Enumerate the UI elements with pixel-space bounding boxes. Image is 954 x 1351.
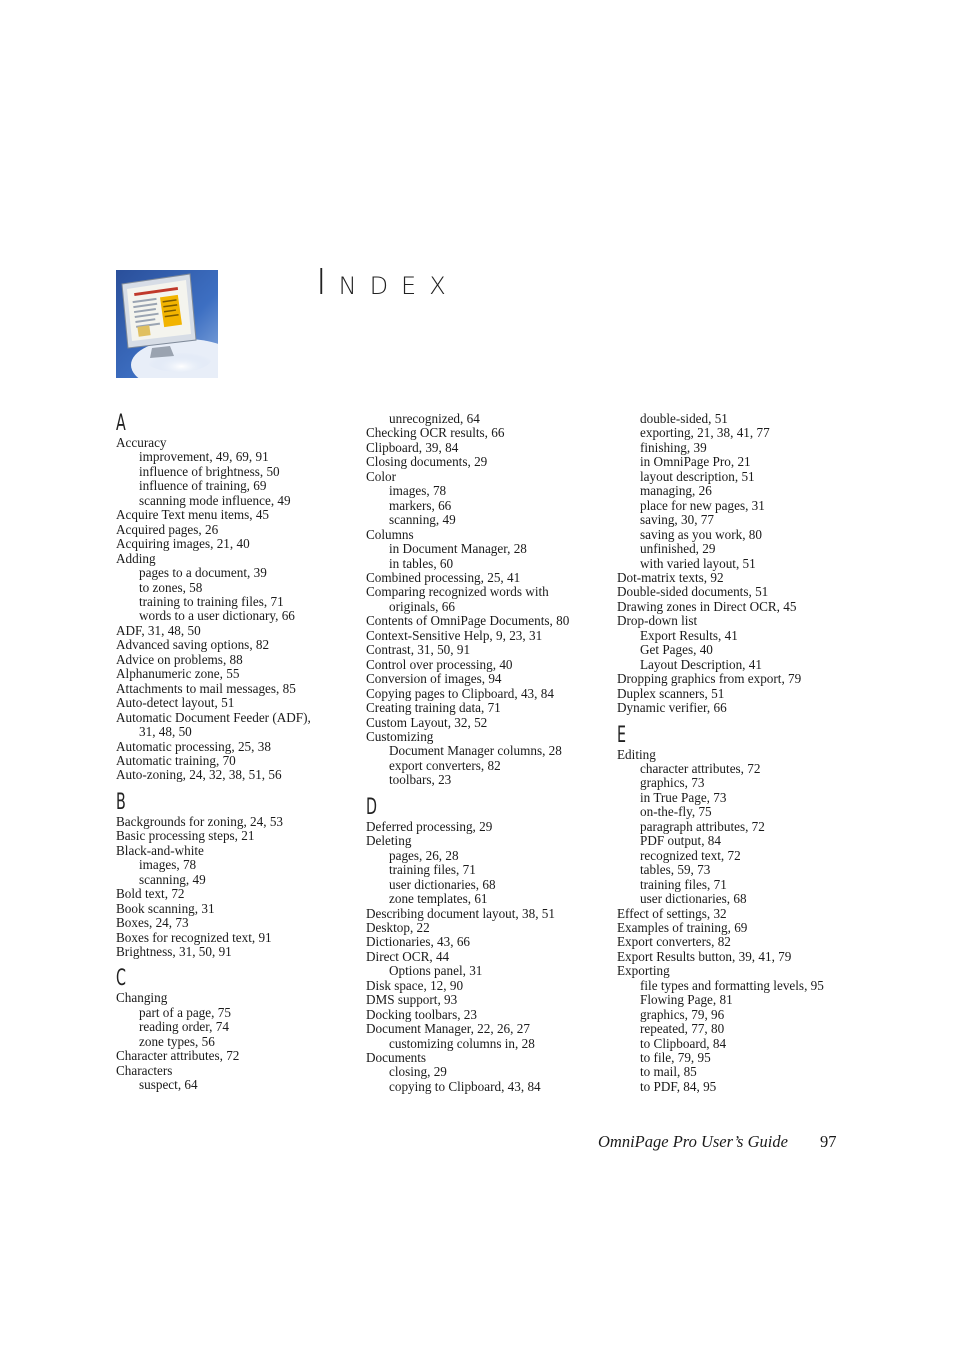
index-subentry: recognized text, 72 [640,847,741,863]
index-entry: Auto-zoning, 24, 32, 38, 51, 56 [116,767,282,783]
footer-guide-title: OmniPage Pro User’s Guide [598,1132,788,1151]
index-subentry: user dictionaries, 68 [640,891,747,907]
index-entry: Contents of OmniPage Documents, 80 [366,613,570,629]
index-subentry: zone templates, 61 [389,891,488,907]
index-subentry: Get Pages, 40 [640,642,713,658]
index-subentry: training files, 71 [640,876,727,892]
index-entry: Backgrounds for zoning, 24, 53 [116,813,284,829]
index-subentry: graphics, 73 [640,775,705,791]
index-entry: Editing [617,746,656,762]
index-entry: Documents [366,1050,427,1066]
page-title-rest: NDEX [338,272,459,300]
index-subentry: to file, 79, 95 [640,1050,711,1066]
index-entry: Acquired pages, 26 [116,521,219,537]
index-subentry: markers, 66 [389,497,452,513]
page-title-initial: I [316,262,327,303]
index-entry: Columns [366,526,414,542]
index-entry: Exporting [617,963,670,979]
index-entry: Drawing zones in Direct OCR, 45 [617,598,797,614]
index-subentry: pages to a document, 39 [139,565,267,581]
index-entry: Auto-detect layout, 51 [116,695,235,711]
index-column-2 [366,412,606,1094]
index-section-letter: A [116,411,126,436]
index-entry: Characters [116,1062,173,1078]
index-entry: ADF, 31, 48, 50 [116,622,201,638]
index-entry: Conversion of images, 94 [366,671,502,687]
index-entry: Describing document layout, 38, 51 [366,905,555,921]
index-subentry: scanning, 49 [389,512,456,528]
index-entry: Book scanning, 31 [116,900,215,916]
index-entry: Advanced saving options, 82 [116,637,270,653]
index-entry: Export Results button, 39, 41, 79 [617,948,792,964]
index-subentry: managing, 26 [640,483,712,499]
index-entry: Attachments to mail messages, 85 [116,680,296,696]
index-entry: Checking OCR results, 66 [366,425,505,441]
index-subentry: copying to Clipboard, 43, 84 [389,1078,541,1094]
index-subentry: graphics, 79, 96 [640,1006,725,1022]
index-subentry: Layout Description, 41 [640,656,762,672]
index-entry: Closing documents, 29 [366,454,488,470]
index-subentry: in tables, 60 [389,555,454,571]
index-entry: Basic processing steps, 21 [116,828,255,844]
index-subentry: exporting, 21, 38, 41, 77 [640,425,770,441]
index-entry: Alphanumeric zone, 55 [116,666,240,682]
index-entry: Custom Layout, 32, 52 [366,714,488,730]
index-subentry: paragraph attributes, 72 [640,818,765,834]
index-entry: Effect of settings, 32 [617,905,727,921]
index-entry: Creating training data, 71 [366,700,501,716]
index-entry: Direct OCR, 44 [366,948,450,964]
index-entry: Copying pages to Clipboard, 43, 84 [366,685,554,701]
index-subentry: closing, 29 [389,1064,447,1080]
index-entry: Brightness, 31, 50, 91 [116,943,232,959]
page-title [316,262,459,303]
index-entry: Combined processing, 25, 41 [366,569,521,585]
index-entry: Control over processing, 40 [366,656,513,672]
index-section-letter: D [366,794,377,820]
index-entry: Double-sided documents, 51 [617,584,769,600]
index-subentry: improvement, 49, 69, 91 [139,449,269,465]
index-subentry: PDF output, 84 [640,833,721,849]
index-entry: Acquire Text menu items, 45 [116,507,270,523]
index-subentry: to PDF, 84, 95 [640,1078,717,1094]
index-subentry: place for new pages, 31 [640,497,765,513]
index-entry: Clipboard, 39, 84 [366,439,459,455]
index-entry: Color [366,468,397,484]
index-section-letter: E [617,722,627,748]
index-section-letter: C [116,966,126,992]
index-entry: Changing [116,990,168,1006]
index-subentry: influence of brightness, 50 [139,463,280,479]
index-subentry: reading order, 74 [139,1019,229,1035]
index-entry: Automatic training, 70 [116,752,236,768]
index-subentry: character attributes, 72 [640,760,761,776]
index-subentry: Options panel, 31 [389,963,483,979]
index-subentry: in Document Manager, 28 [389,541,527,557]
index-subentry: images, 78 [139,857,197,873]
index-subentry: toolbars, 23 [389,772,452,788]
index-subentry: scanning, 49 [139,871,206,887]
index-entry: Advice on problems, 88 [116,651,243,667]
index-entry: Customizing [366,728,434,744]
index-subentry: to mail, 85 [640,1064,697,1080]
index-entry-continuation: originals, 66 [389,598,455,614]
index-subentry: pages, 26, 28 [389,847,459,863]
index-entry: Export converters, 82 [617,934,731,950]
index-entry: Bold text, 72 [116,886,185,902]
index-subentry: Export Results, 41 [640,627,738,643]
index-subentry: on-the-fly, 75 [640,804,712,820]
index-subentry: finishing, 39 [640,439,707,455]
monitor-document-icon [116,270,218,378]
index-subentry: export converters, 82 [389,757,501,773]
index-subentry: images, 78 [389,483,447,499]
index-entry: Boxes, 24, 73 [116,915,189,931]
index-subentry: words to a user dictionary, 66 [139,608,295,624]
index-column-3 [617,412,857,1094]
index-entry: Examples of training, 69 [617,919,748,935]
index-entry: Automatic Document Feeder (ADF), [116,709,311,725]
index-subentry: repeated, 77, 80 [640,1021,725,1037]
index-entry: Docking toolbars, 23 [366,1006,477,1022]
index-entry: Drop-down list [617,613,698,629]
index-subentry: to zones, 58 [139,579,203,595]
index-subentry: suspect, 64 [139,1077,198,1093]
index-entry: Dot-matrix texts, 92 [617,569,724,585]
index-entry: Black-and-white [116,842,204,858]
index-subentry: training files, 71 [389,862,476,878]
index-entry: Dropping graphics from export, 79 [617,671,802,687]
index-entry-continuation: 31, 48, 50 [139,724,192,740]
index-entry: Context-Sensitive Help, 9, 23, 31 [366,627,543,643]
index-header-illustration [116,270,218,378]
index-subentry: with varied layout, 51 [640,555,756,571]
index-subentry: tables, 59, 73 [640,862,711,878]
index-subentry: double-sided, 51 [640,411,728,426]
index-entry: Deferred processing, 29 [366,818,493,834]
index-entry: Contrast, 31, 50, 91 [366,642,471,658]
index-entry: Automatic processing, 25, 38 [116,738,271,754]
index-entry: Dictionaries, 43, 66 [366,934,471,950]
index-entry: Adding [116,550,156,566]
index-subentry: in OmniPage Pro, 21 [640,454,751,470]
index-entry: Acquiring images, 21, 40 [116,536,250,552]
index-subentry: Flowing Page, 81 [640,992,733,1008]
index-subentry: unrecognized, 64 [389,411,480,426]
index-subentry: to Clipboard, 84 [640,1035,727,1051]
index-subentry: zone types, 56 [139,1033,215,1049]
index-entry: Disk space, 12, 90 [366,977,464,993]
index-subentry: unfinished, 29 [640,541,716,557]
index-subentry: layout description, 51 [640,468,755,484]
index-section-letter: B [116,789,126,815]
index-subentry: scanning mode influence, 49 [139,492,291,508]
index-entry: Accuracy [116,435,167,450]
index-subentry: in True Page, 73 [640,789,727,805]
index-subentry: Document Manager columns, 28 [389,743,562,759]
index-subentry: saving, 30, 77 [640,512,714,528]
index-subentry: customizing columns in, 28 [389,1035,535,1051]
index-subentry: user dictionaries, 68 [389,876,496,892]
index-subentry: saving as you work, 80 [640,526,762,542]
index-entry: Dynamic verifier, 66 [617,700,727,716]
index-entry: Document Manager, 22, 26, 27 [366,1021,530,1037]
index-entry: Duplex scanners, 51 [617,685,725,701]
index-entry: Deleting [366,833,412,849]
footer-page-number: 97 [820,1132,837,1151]
index-entry: Boxes for recognized text, 91 [116,929,272,945]
index-subentry: part of a page, 75 [139,1004,231,1020]
index-entry: Character attributes, 72 [116,1048,240,1064]
index-subentry: file types and formatting levels, 95 [640,977,824,993]
index-entry: Desktop, 22 [366,919,430,935]
index-subentry: influence of training, 69 [139,478,267,494]
index-column-1 [116,412,356,1093]
index-entry: DMS support, 93 [366,992,458,1008]
index-subentry: training to training files, 71 [139,593,284,609]
index-entry: Comparing recognized words with [366,584,549,600]
